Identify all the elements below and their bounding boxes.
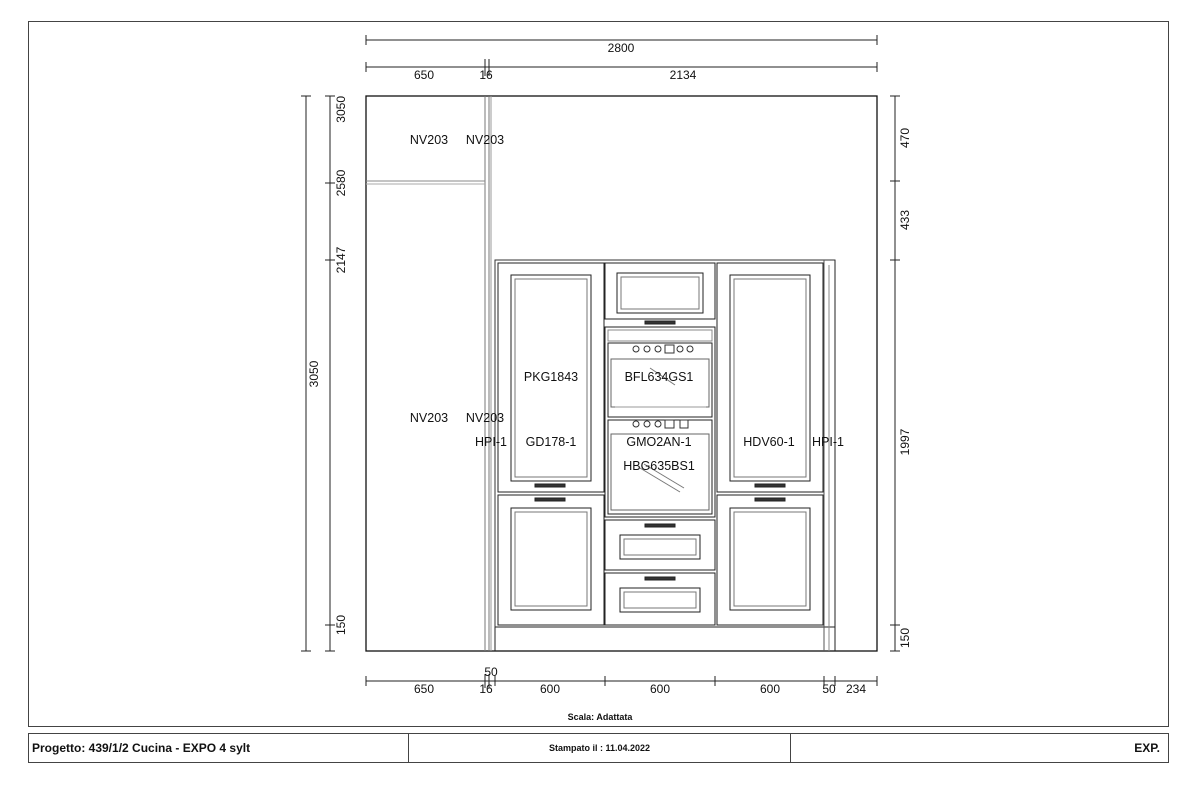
label-nv203-mid-a: NV203 bbox=[409, 411, 449, 425]
dim-bottom-50-label: 50 bbox=[484, 665, 498, 679]
oven-knobs bbox=[633, 345, 693, 428]
dim-bottom-234: 234 bbox=[845, 682, 867, 696]
company-code: EXP. bbox=[1134, 741, 1160, 755]
project-name: Progetto: 439/1/2 Cucina - EXPO 4 sylt bbox=[29, 734, 409, 762]
dim-left-2147: 2147 bbox=[334, 246, 348, 274]
wall-outline bbox=[366, 96, 877, 651]
dim-right-1997: 1997 bbox=[898, 428, 912, 456]
label-nv203-top-a: NV203 bbox=[409, 133, 449, 147]
scale-label: Scala: Adattata bbox=[567, 712, 633, 722]
dim-bottom-600-c: 600 bbox=[759, 682, 781, 696]
dim-right-470: 470 bbox=[898, 127, 912, 149]
label-hpi-right: HPI-1 bbox=[812, 435, 844, 449]
label-hbg635: HBG635BS1 bbox=[623, 459, 695, 473]
dim-left-150: 150 bbox=[334, 614, 348, 636]
tall-cabinets bbox=[495, 260, 835, 651]
label-bfl634: BFL634GS1 bbox=[624, 370, 694, 384]
dim-top-right: 2134 bbox=[669, 68, 697, 82]
dim-bottom-50: 50 bbox=[822, 682, 836, 696]
bottom-dimension-lines bbox=[366, 674, 877, 688]
dim-bottom-600-b: 600 bbox=[649, 682, 671, 696]
side-panel bbox=[366, 96, 491, 651]
dim-bottom-gap: 16 bbox=[479, 682, 493, 696]
dim-right-150: 150 bbox=[898, 627, 912, 649]
right-dimension-lines bbox=[890, 96, 900, 651]
label-hpi-left: HPI-1 bbox=[475, 435, 507, 449]
oven-glass bbox=[640, 368, 684, 492]
dim-top-gap: 16 bbox=[479, 68, 493, 82]
label-nv203-top-b: NV203 bbox=[465, 133, 505, 147]
label-gmo2an: GMO2AN-1 bbox=[626, 435, 692, 449]
dim-left-total: 3050 bbox=[307, 360, 321, 388]
dim-top-left: 650 bbox=[413, 68, 435, 82]
label-hdv60: HDV60-1 bbox=[743, 435, 795, 449]
dim-bottom-650: 650 bbox=[413, 682, 435, 696]
print-date: Stampato il : 11.04.2022 bbox=[409, 734, 791, 762]
label-gd178: GD178-1 bbox=[525, 435, 577, 449]
dim-left-3050: 3050 bbox=[334, 96, 348, 123]
dim-bottom-600-a: 600 bbox=[539, 682, 561, 696]
title-block bbox=[28, 733, 1169, 763]
dim-right-433: 433 bbox=[898, 209, 912, 231]
label-nv203-mid-b: NV203 bbox=[465, 411, 505, 425]
label-pkg1843: PKG1843 bbox=[523, 370, 579, 384]
dim-left-2580: 2580 bbox=[334, 169, 348, 197]
dim-top-total: 2800 bbox=[607, 41, 635, 55]
